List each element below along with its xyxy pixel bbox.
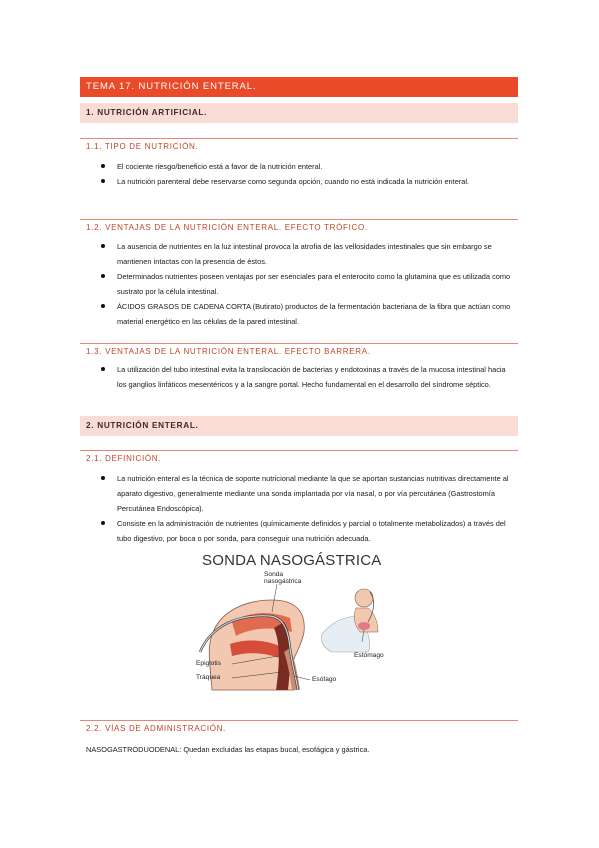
anatomy-illustration	[192, 552, 442, 692]
nasogastric-tube-figure	[192, 552, 442, 692]
bullet-list-1-1	[88, 159, 512, 189]
bullet-icon	[101, 521, 105, 525]
list-item: La nutrición parenteral debe reservarse como segunda opción, cuando no está indicada la nutrición enteral.	[88, 174, 512, 189]
bullet-icon	[101, 304, 105, 308]
bullet-icon	[101, 164, 105, 168]
bullet-icon	[101, 179, 105, 183]
bullet-icon	[101, 367, 105, 371]
list-item: ÁCIDOS GRASOS DE CADENA CORTA (Butirato) productos de la fermentación bacteriana de la fibra que actúan como material energético en las células de la pared intestinal.	[88, 299, 512, 329]
label-epiglotis: Epiglotis	[196, 660, 221, 667]
label-sonda: Sonda nasogástrica	[264, 571, 302, 585]
bullet-list-2-1	[88, 471, 512, 546]
bullet-icon	[101, 244, 105, 248]
body-paragraph: NASOGASTRODUODENAL: Quedan excluidas las etapas bucal, esofágica y gástrica.	[86, 745, 370, 754]
list-item: El cociente riesgo/beneficio está a favor de la nutrición enteral.	[88, 159, 512, 174]
figure-title: SONDA NASOGÁSTRICA	[202, 552, 382, 569]
list-item: Consiste en la administración de nutrientes (químicamente definidos y parcial o totalmente metabolizados) a través del tubo digestivo, por boca o por sonda, para conseguir una nutrición adecuada.	[88, 516, 512, 546]
section-heading-1: 1. NUTRICIÓN ARTIFICIAL.	[80, 103, 518, 123]
subsection-heading-1-1: 1.1. TIPO DE NUTRICIÓN.	[80, 138, 518, 151]
document-title: TEMA 17. NUTRICIÓN ENTERAL.	[80, 77, 518, 97]
label-traquea: Tráquea	[196, 674, 221, 681]
subsection-heading-1-3: 1.3. VENTAJAS DE LA NUTRICIÓN ENTERAL. EFECTO BARRERA.	[80, 343, 518, 356]
section-heading-2: 2. NUTRICIÓN ENTERAL.	[80, 416, 518, 436]
label-estomago: Estómago	[354, 652, 384, 659]
list-item: La nutrición enteral es la técnica de soporte nutricional mediante la que se aportan sustancias nutritivas directamente al aparato digestivo, generalmente mediante una sonda implantada por vía nasal, o por vía percutánea (Gastrostomía Percutánea Endoscópica).	[88, 471, 512, 516]
bullet-list-1-3	[88, 362, 512, 392]
bullet-list-1-2	[88, 239, 512, 329]
list-item: La utilización del tubo intestinal evita la translocación de bacterias y endotoxinas a través de la mucosa intestinal hacia los ganglios linfáticos mesentéricos y a la sangre portal. Hecho fundamental en el desarrollo del síndrome séptico.	[88, 362, 512, 392]
subsection-heading-2-2: 2.2. VÍAS DE ADMINISTRACIÓN.	[80, 720, 518, 733]
bullet-icon	[101, 274, 105, 278]
subsection-heading-1-2: 1.2. VENTAJAS DE LA NUTRICIÓN ENTERAL. EFECTO TRÓFICO.	[80, 219, 518, 232]
label-esofago: Esófago	[312, 676, 337, 683]
list-item: Determinados nutrientes poseen ventajas por ser esenciales para el enterocito como la glutamina que es utilizada como sustrato por la célula intestinal.	[88, 269, 512, 299]
list-item: La ausencia de nutrientes en la luz intestinal provoca la atrofia de las vellosidades intestinales que sin embargo se mantienen intactas con la presencia de éstos.	[88, 239, 512, 269]
bullet-icon	[101, 476, 105, 480]
subsection-heading-2-1: 2.1. DEFINICIÓN.	[80, 450, 518, 463]
